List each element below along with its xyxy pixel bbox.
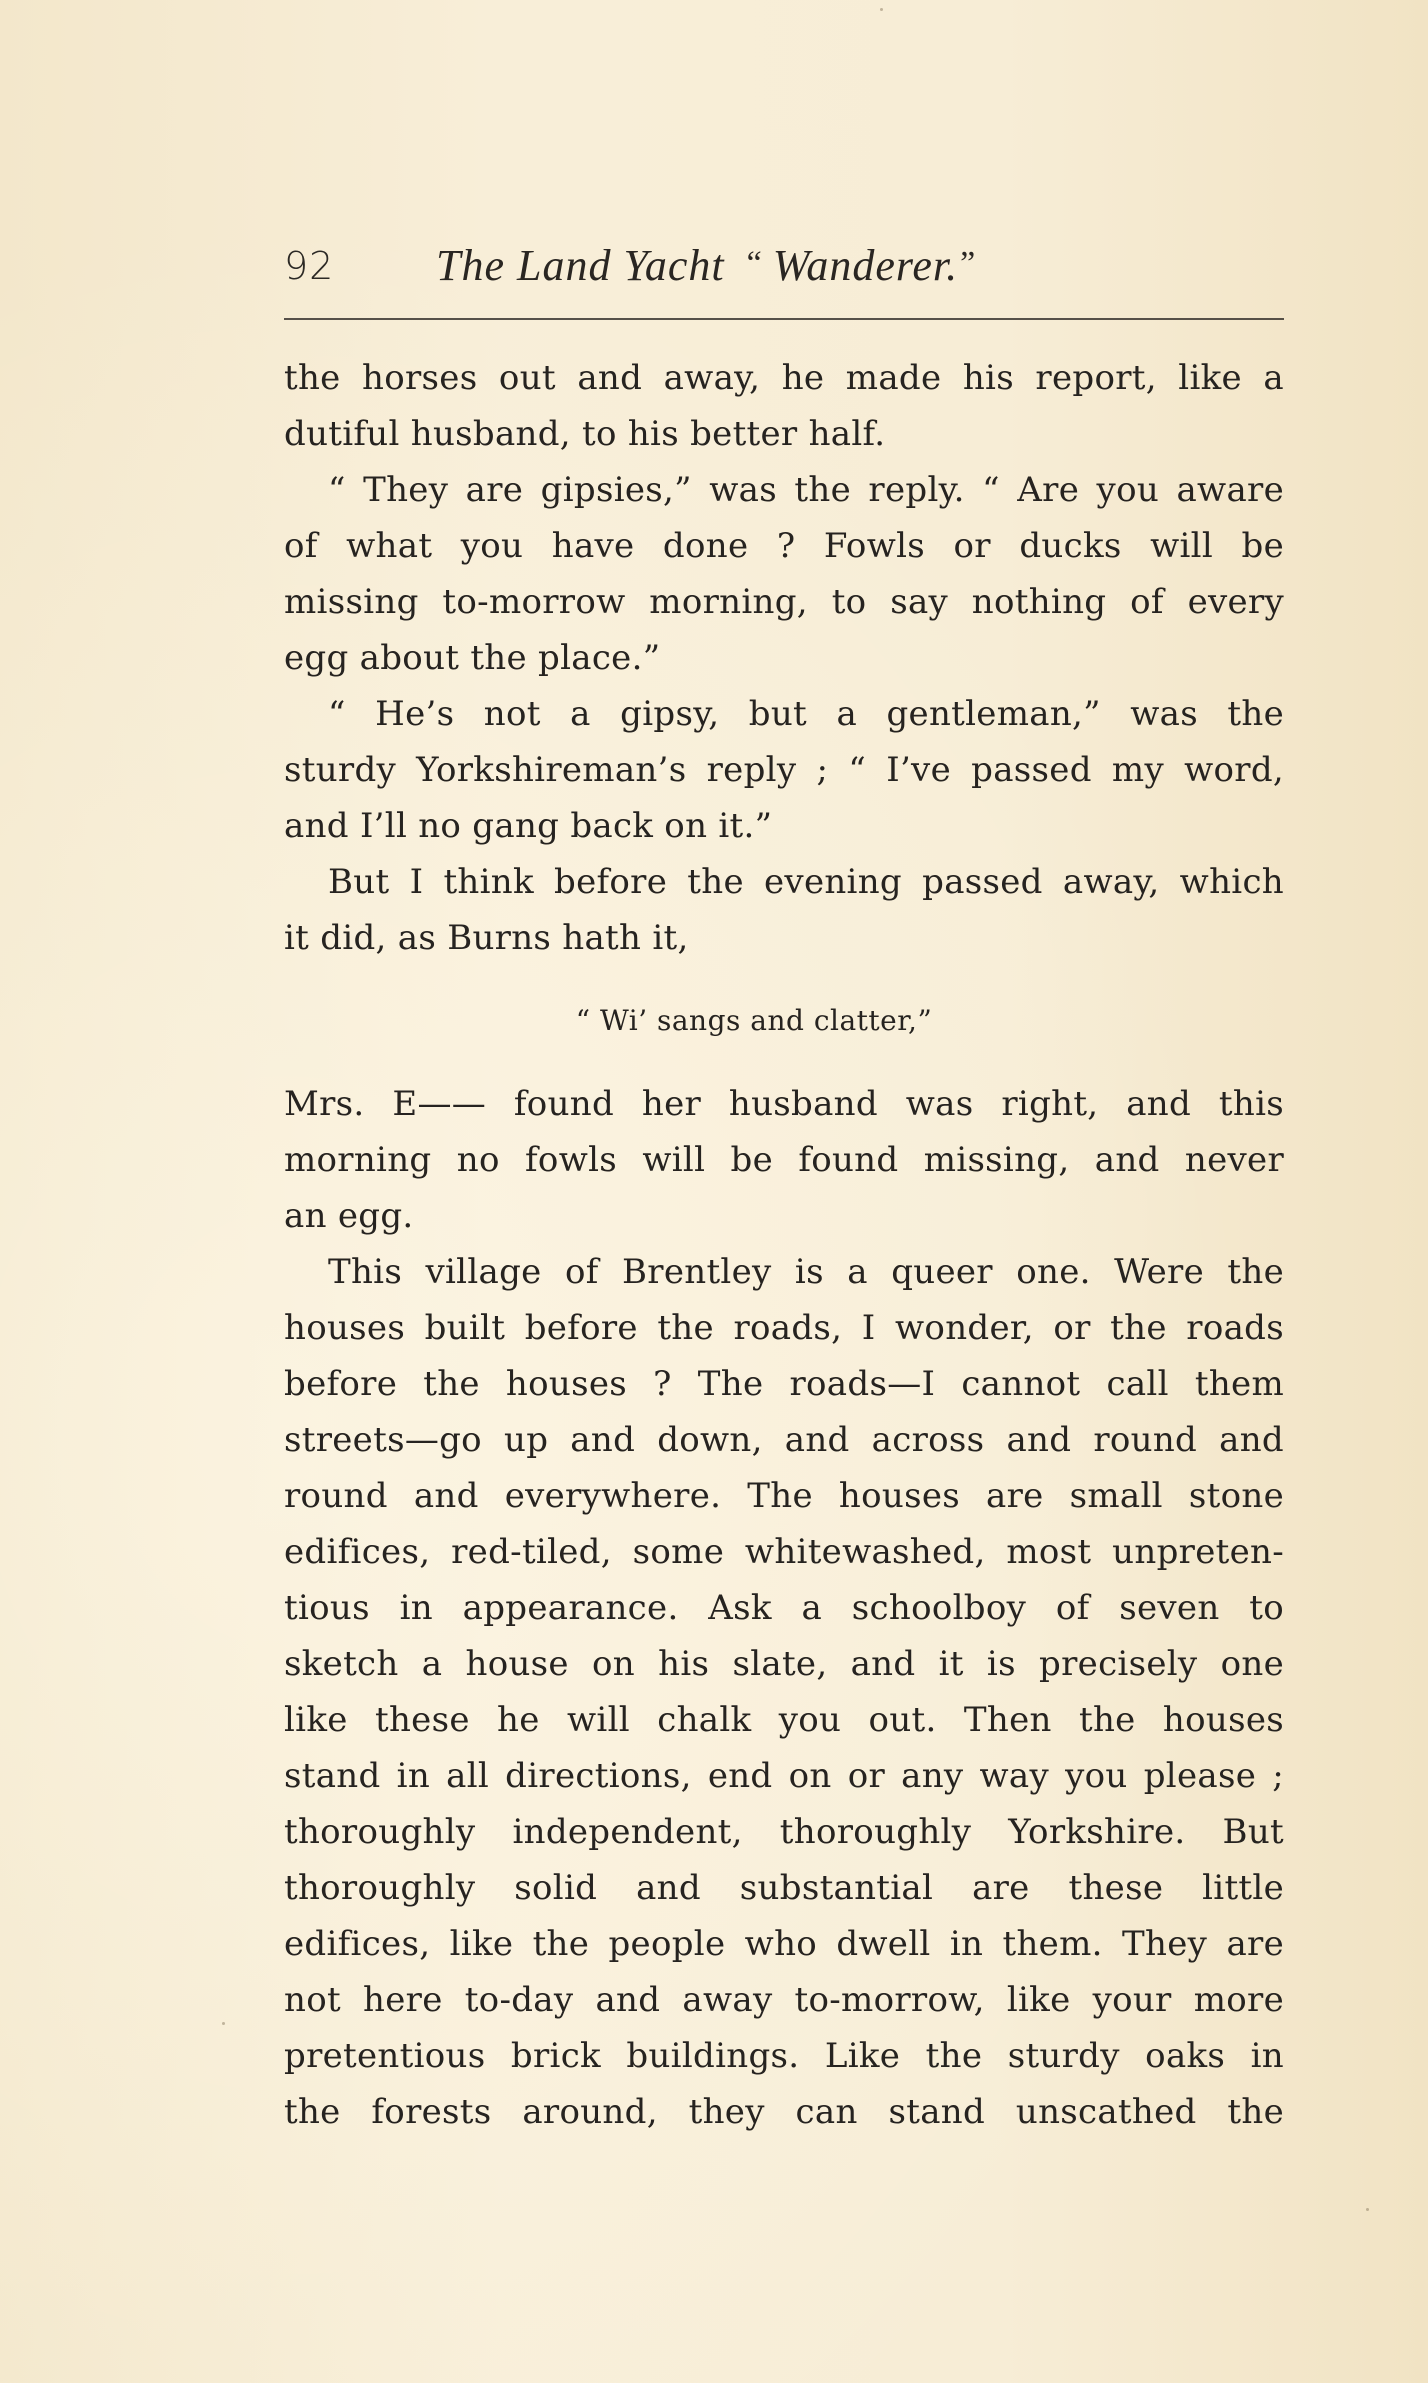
text-line: edifices, like the people who dwell in them. They are [284,1924,1284,1964]
text-line: houses built before the roads, I wonder, or the roads [284,1308,1284,1348]
text-line: of what you have done ? Fowls or ducks will be [284,526,1284,566]
text-line: it did, as Burns hath it, [284,918,689,958]
text-line: thoroughly independent, thoroughly Yorkshire. But [284,1812,1284,1852]
text-line: stand in all directions, end on or any way you please ; [284,1756,1284,1796]
body-text [284,350,1284,2140]
text-line: This village of Brentley is a queer one. Were the [328,1252,1284,1292]
header-rule [284,318,1284,320]
text-line: sturdy Yorkshireman’s reply ; “ I’ve passed my word, [284,750,1284,790]
text-line: the forests around, they can stand unscathed the [284,2092,1284,2132]
text-line: “ He’s not a gipsy, but a gentleman,” was the [328,694,1284,734]
text-line: round and everywhere. The houses are small stone [284,1476,1284,1516]
running-title [436,240,976,291]
running-header [284,232,1284,292]
text-line: egg about the place.” [284,638,661,678]
text-line: the horses out and away, he made his report, like a [284,358,1284,398]
paper-speck [1366,2208,1369,2211]
text-line: tious in appearance. Ask a schoolboy of seven to [284,1588,1284,1628]
page-number: 92 [284,244,335,288]
text-line: not here to-day and away to-morrow, like your more [284,1980,1284,2020]
text-line: like these he will chalk you out. Then the houses [284,1700,1284,1740]
text-line: and I’ll no gang back on it.” [284,806,773,846]
paragraphs-after-quote [284,1076,1284,2140]
text-line: missing to-morrow morning, to say nothing of every [284,582,1284,622]
text-line: streets—go up and down, and across and round and [284,1420,1284,1460]
text-line: morning no fowls will be found missing, and never [284,1140,1284,1180]
paragraphs-before-quote [284,350,1284,966]
text-line: edifices, red-tiled, some whitewashed, most unpreten- [284,1532,1284,1572]
running-title-main: The Land Yacht [436,241,725,290]
text-line: “ They are gipsies,” was the reply. “ Are you aware [328,470,1284,510]
paper-speck [880,8,883,11]
text-line: sketch a house on his slate, and it is precisely one [284,1644,1284,1684]
text-line: But I think before the evening passed away, which [328,862,1284,902]
text-line: thoroughly solid and substantial are these little [284,1868,1284,1908]
verse-quote: “ Wi’ sangs and clatter,” [575,1004,933,1037]
text-line: before the houses ? The roads—I cannot call them [284,1364,1284,1404]
running-title-vessel: Wanderer. [772,241,959,290]
text-line: pretentious brick buildings. Like the sturdy oaks in [284,2036,1284,2076]
running-title-close-quote: ” [960,245,977,282]
paper-speck [222,2022,225,2025]
running-title-open-quote: “ [746,245,763,282]
text-line: dutiful husband, to his better half. [284,414,886,454]
text-line: Mrs. E—— found her husband was right, and this [284,1084,1284,1124]
text-line: an egg. [284,1196,414,1236]
